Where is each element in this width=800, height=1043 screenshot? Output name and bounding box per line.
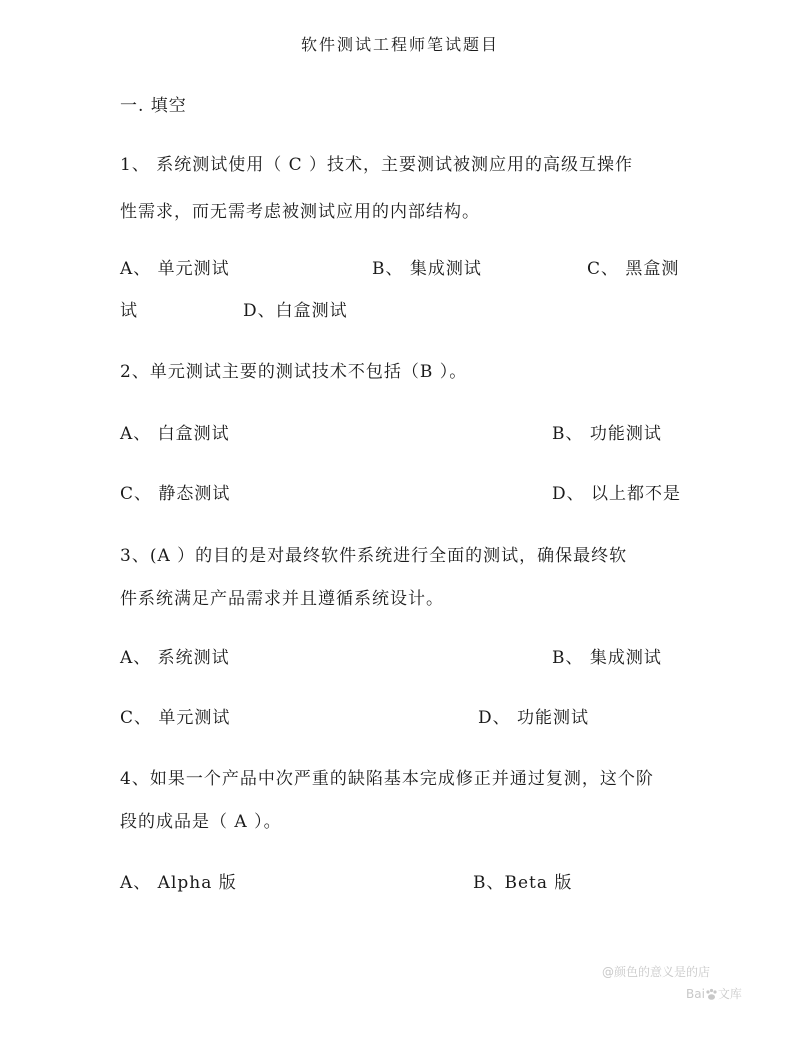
q1-text-line1: 1、 系统测试使用（ C ）技术，主要测试被测应用的高级互操作 bbox=[120, 155, 634, 175]
q2-option-b: B、 功能测试 bbox=[552, 424, 662, 444]
document-title: 软件测试工程师笔试题目 bbox=[300, 35, 499, 54]
q1-option-c: C、 黑盒测 bbox=[587, 259, 680, 279]
q3-text-line2: 件系统满足产品需求并且遵循系统设计。 bbox=[120, 589, 444, 609]
section-heading: 一. 填空 bbox=[120, 96, 187, 116]
watermark-logo bbox=[686, 985, 742, 1002]
q4-text-line2: 段的成品是（ A ）。 bbox=[120, 812, 282, 832]
q4-option-b: B、Beta 版 bbox=[473, 873, 573, 893]
q1-option-b: B、 集成测试 bbox=[372, 259, 482, 279]
q1-option-a: A、 单元测试 bbox=[120, 259, 230, 279]
q3-option-b: B、 集成测试 bbox=[552, 648, 662, 668]
q4-text-line1: 4、如果一个产品中次严重的缺陷基本完成修正并通过复测，这个阶 bbox=[120, 769, 654, 789]
watermark-brand-suffix: 文库 bbox=[717, 987, 742, 1001]
q3-text-line1: 3、(A ）的目的是对最终软件系统进行全面的测试，确保最终软 bbox=[120, 546, 628, 566]
q3-option-d: D、 功能测试 bbox=[478, 708, 590, 728]
paw-icon bbox=[705, 988, 718, 1001]
q2-option-c: C、 静态测试 bbox=[120, 484, 231, 504]
watermark-brand: Bai bbox=[686, 987, 705, 1001]
q3-option-c: C、 单元测试 bbox=[120, 708, 231, 728]
q2-option-a: A、 白盒测试 bbox=[120, 424, 230, 444]
watermark-author: @颜色的意义是的店 bbox=[602, 965, 711, 979]
q1-option-c-continued: 试 bbox=[120, 301, 138, 321]
q3-option-a: A、 系统测试 bbox=[120, 648, 230, 668]
q2-text-line1: 2、单元测试主要的测试技术不包括（B ）。 bbox=[120, 362, 468, 382]
q1-option-d: D、白盒测试 bbox=[243, 301, 348, 321]
q1-text-line2: 性需求，而无需考虑被测试应用的内部结构。 bbox=[120, 202, 480, 222]
q4-option-a: A、 Alpha 版 bbox=[120, 873, 237, 893]
q2-option-d: D、 以上都不是 bbox=[552, 484, 682, 504]
